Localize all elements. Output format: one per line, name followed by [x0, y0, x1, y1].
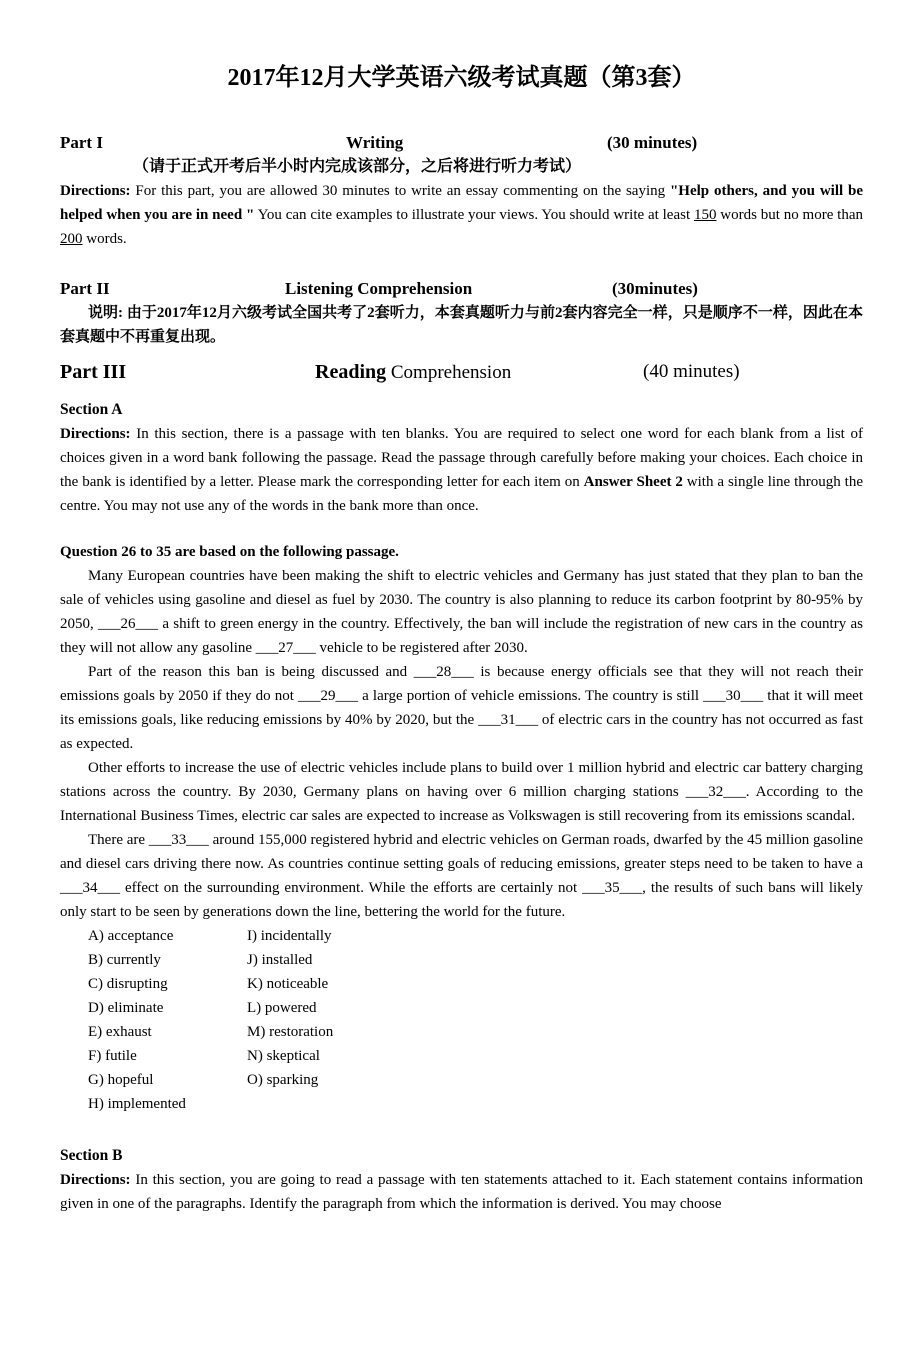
word-bank-row [88, 1092, 863, 1116]
word-bank-option-m: M) restoration [247, 1024, 334, 1040]
word-bank-option-k: K) noticeable [247, 976, 329, 992]
word-bank-option-j: J) installed [247, 952, 313, 968]
word-bank-empty-cell [247, 1092, 863, 1116]
part1-title: Writing [346, 133, 404, 152]
passage-paragraph-1: Many European countries have been making the shift to electric vehicles and Germany has just stated that they plan to ban the sale of vehicles using gasoline and diesel as fuel by 2030. The country is also planning to reduce its carbon footprint by 80-95% by 2050, ___26___ a shift to green energy in the country. Effectively, the ban will include the registration of new cars in the country as they will not allow any gasoline ___27___ vehicle to be registered after 2030. [60, 568, 863, 656]
word-bank-option-i: I) incidentally [247, 928, 332, 944]
question-range-note: Question 26 to 35 are based on the following passage. [60, 544, 399, 560]
word-bank-option-l: L) powered [247, 1000, 317, 1016]
part2-heading-row [60, 277, 863, 301]
part2-label: Part II [60, 279, 110, 298]
word-bank-option-d: D) eliminate [88, 1000, 164, 1016]
word-bank-option-o: O) sparking [247, 1072, 319, 1088]
part1-heading-row [60, 131, 863, 155]
word-bank-row [88, 948, 863, 972]
part1-chinese-note: （请于正式开考后半小时内完成该部分，之后将进行听力考试） [133, 158, 582, 175]
word-bank-row [88, 1068, 863, 1092]
word-bank-option-e: E) exhaust [88, 1024, 152, 1040]
word-bank-option-g: G) hopeful [88, 1072, 154, 1088]
part1-directions: Directions: For this part, you are allowed 30 minutes to write an essay commenting on the saying "Help others, and you will be helped when you are in need " You can cite examples to illustrate your views. You should write at least 150 words but no more than 200 words. [60, 183, 863, 247]
part2-title: Listening Comprehension [285, 279, 473, 298]
passage-paragraph-4: There are ___33___ around 155,000 registered hybrid and electric vehicles on German roads, dwarfed by the 45 million gasoline and diesel cars driving there now. As countries continue setting goals of reducing emissions, greater steps need to be taken to have a ___34___ effect on the surrounding environment. While the efforts are certainly not ___35___, the results of such bans will likely only start to be seen by generations down the line, bettering the world for the future. [60, 832, 863, 920]
part3-title-bold: Reading [315, 361, 387, 383]
part3-title-rest: Comprehension [386, 362, 512, 383]
section-a-label: Section A [60, 401, 123, 418]
part1-label: Part I [60, 133, 103, 152]
passage-paragraph-3: Other efforts to increase the use of electric vehicles include plans to build over 1 million hybrid and electric car battery charging stations across the country. By 2030, Germany plans on having over 6 million charging stations ___32___. According to the International Business Times, electric car sales are expected to increase as Volkswagen is still recovering from its emissions scandal. [60, 760, 863, 824]
page-title: 2017年12月大学英语六级考试真题（第3套） [227, 65, 696, 91]
part3-heading-row [60, 358, 863, 386]
passage-paragraph-2: Part of the reason this ban is being discussed and ___28___ is because energy officials see that they will not reach their emissions goals by 2050 if they do not ___29___ a large portion of vehicle emissions. The country is still ___30___ that it will meet its emissions goals, like reducing emissions by 40% by 2020, but the ___31___ of electric cars in the country has not occurred as fast as expected. [60, 664, 863, 752]
section-b-label: Section B [60, 1147, 123, 1164]
document-page [0, 60, 920, 1362]
part3-title [315, 358, 511, 387]
part2-note: 说明: 由于2017年12月六级考试全国共考了2套听力，本套真题听力与前2套内容完全一样，只是顺序不一样，因此在本套真题中不再重复出现。 [60, 305, 863, 345]
word-bank-option-n: N) skeptical [247, 1048, 320, 1064]
part1-duration: (30 minutes) [607, 133, 698, 152]
word-bank-row [88, 924, 863, 948]
word-bank-option-a: A) acceptance [88, 928, 174, 944]
section-b-directions: Directions: In this section, you are going to read a passage with ten statements attached to it. Each statement contains information given in one of the paragraphs. Identify the paragraph from which the information is derived. You may choose [60, 1172, 863, 1212]
word-bank-option-c: C) disrupting [88, 976, 168, 992]
part3-duration: (40 minutes) [643, 361, 740, 382]
word-bank-option-b: B) currently [88, 952, 161, 968]
section-a-directions: Directions: In this section, there is a passage with ten blanks. You are required to select one word for each blank from a list of choices given in a word bank following the passage. Read the passage through carefully before making your choices. Each choice in the bank is identified by a letter. Please mark the corresponding letter for each item on Answer Sheet 2 with a single line through the centre. You may not use any of the words in the bank more than once. [60, 426, 863, 514]
part3-label: Part III [60, 361, 127, 383]
document-content [0, 60, 920, 1216]
word-bank-row [88, 1020, 863, 1044]
word-bank-row [88, 972, 863, 996]
word-bank-option-f: F) futile [88, 1048, 137, 1064]
part2-duration: (30minutes) [612, 279, 698, 298]
word-bank-row [88, 1044, 863, 1068]
word-bank [60, 924, 863, 1116]
word-bank-option-h: H) implemented [88, 1096, 186, 1112]
word-bank-row [88, 996, 863, 1020]
